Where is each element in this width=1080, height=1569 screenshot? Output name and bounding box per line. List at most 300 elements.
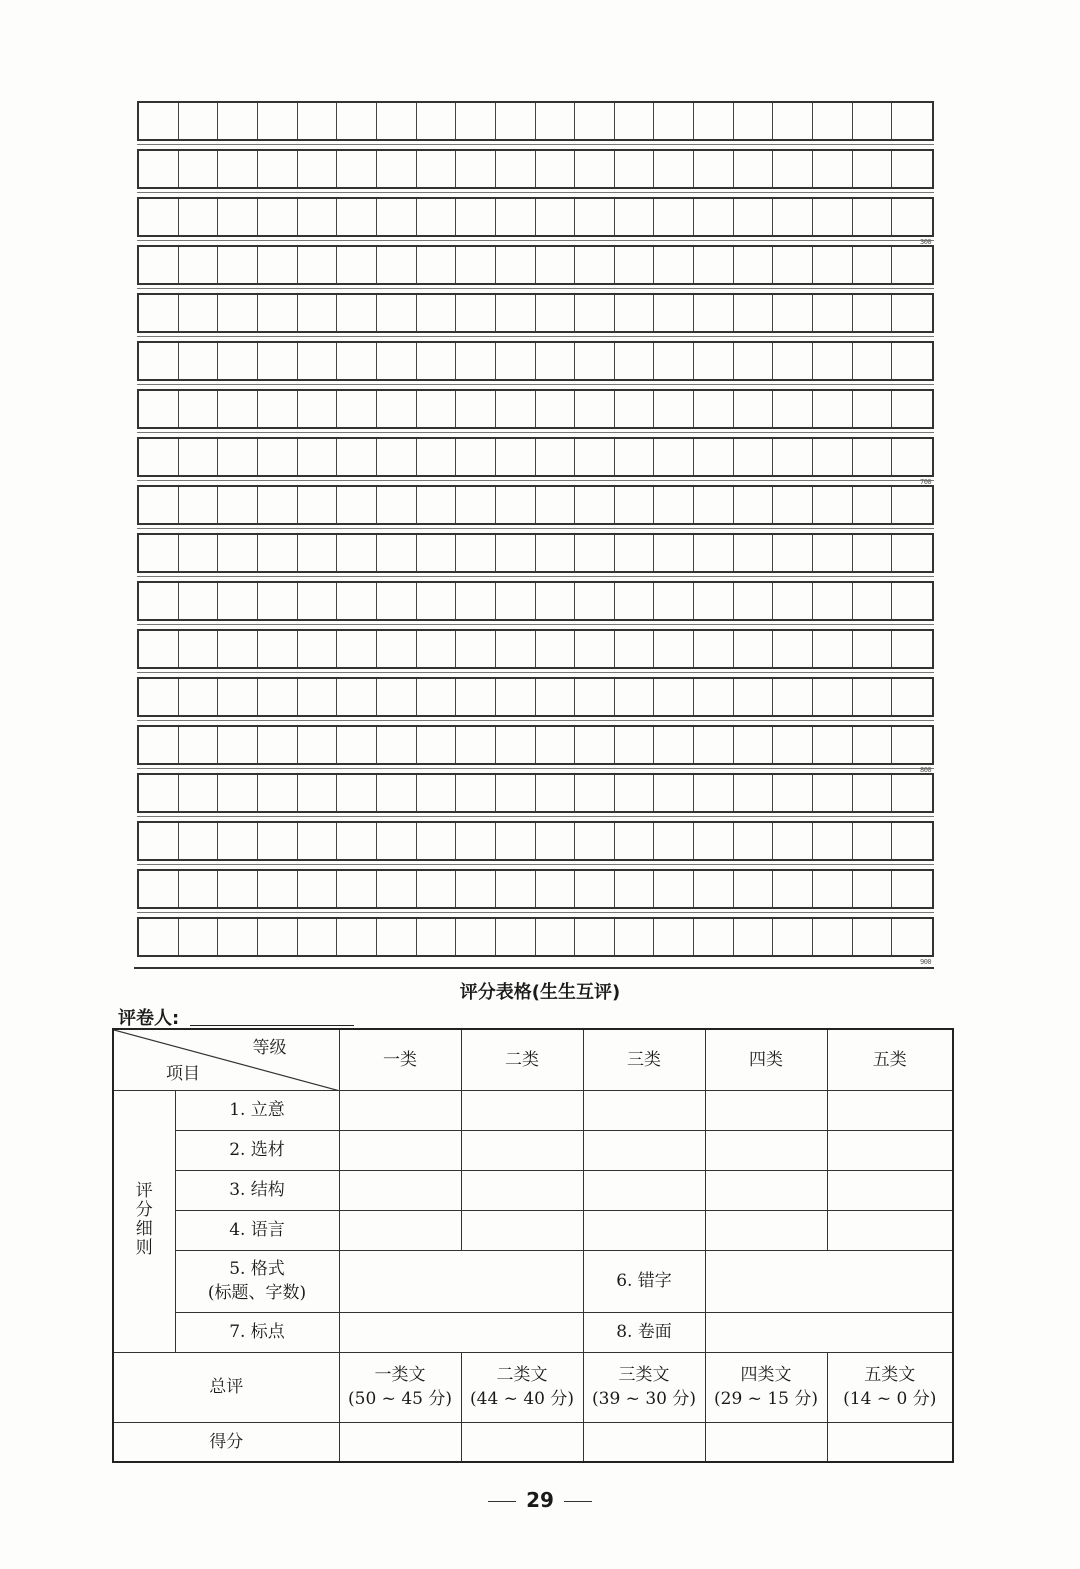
grid-cell[interactable] xyxy=(813,919,853,955)
grid-cell[interactable] xyxy=(337,823,377,859)
grid-cell[interactable] xyxy=(773,583,813,619)
grid-cell[interactable] xyxy=(258,295,298,331)
grid-cell[interactable] xyxy=(496,535,536,571)
grid-cell[interactable] xyxy=(853,535,893,571)
grid-cell[interactable] xyxy=(654,823,694,859)
score-cell[interactable] xyxy=(461,1170,583,1210)
grid-cell[interactable] xyxy=(853,631,893,667)
grid-cell[interactable] xyxy=(417,439,457,475)
grid-cell[interactable] xyxy=(892,871,932,907)
grid-cell[interactable] xyxy=(218,487,258,523)
grid-cell[interactable] xyxy=(892,343,932,379)
grid-cell[interactable] xyxy=(417,535,457,571)
grid-cell[interactable] xyxy=(694,583,734,619)
grid-cell[interactable] xyxy=(218,343,258,379)
grid-cell[interactable] xyxy=(536,727,576,763)
grid-cell[interactable] xyxy=(377,919,417,955)
grid-cell[interactable] xyxy=(417,199,457,235)
grid-cell[interactable] xyxy=(417,151,457,187)
grid-cell[interactable] xyxy=(258,439,298,475)
grid-cell[interactable] xyxy=(337,295,377,331)
grid-cell[interactable] xyxy=(813,295,853,331)
grid-cell[interactable] xyxy=(734,871,774,907)
grid-cell[interactable] xyxy=(813,535,853,571)
grid-cell[interactable] xyxy=(575,631,615,667)
grid-cell[interactable] xyxy=(258,535,298,571)
grid-cell[interactable] xyxy=(337,871,377,907)
grid-cell[interactable] xyxy=(456,439,496,475)
grid-cell[interactable] xyxy=(139,535,179,571)
score-cell[interactable] xyxy=(461,1130,583,1170)
grid-cell[interactable] xyxy=(892,295,932,331)
grid-cell[interactable] xyxy=(734,487,774,523)
grid-cell[interactable] xyxy=(813,727,853,763)
grid-cell[interactable] xyxy=(377,247,417,283)
grid-cell[interactable] xyxy=(179,295,219,331)
grid-cell[interactable] xyxy=(892,391,932,427)
grid-cell[interactable] xyxy=(575,103,615,139)
grid-cell[interactable] xyxy=(575,775,615,811)
grid-cell[interactable] xyxy=(337,343,377,379)
grid-cell[interactable] xyxy=(892,247,932,283)
grid-cell[interactable] xyxy=(218,919,258,955)
grid-cell[interactable] xyxy=(773,727,813,763)
grid-cell[interactable] xyxy=(298,343,338,379)
grid-cell[interactable] xyxy=(218,871,258,907)
grid-cell[interactable] xyxy=(734,535,774,571)
grid-cell[interactable] xyxy=(496,295,536,331)
grid-cell[interactable] xyxy=(536,343,576,379)
grid-cell[interactable] xyxy=(377,727,417,763)
grid-cell[interactable] xyxy=(298,535,338,571)
grid-cell[interactable] xyxy=(337,439,377,475)
grid-cell[interactable] xyxy=(892,487,932,523)
grid-cell[interactable] xyxy=(853,247,893,283)
grid-cell[interactable] xyxy=(575,727,615,763)
grid-cell[interactable] xyxy=(813,247,853,283)
grid-cell[interactable] xyxy=(377,487,417,523)
score-cell[interactable] xyxy=(339,1090,461,1130)
grid-cell[interactable] xyxy=(853,343,893,379)
grid-cell[interactable] xyxy=(853,679,893,715)
grid-cell[interactable] xyxy=(892,535,932,571)
grid-cell[interactable] xyxy=(773,871,813,907)
grid-cell[interactable] xyxy=(139,775,179,811)
score-cell[interactable] xyxy=(339,1250,583,1312)
grid-cell[interactable] xyxy=(615,631,655,667)
grid-cell[interactable] xyxy=(417,775,457,811)
grid-cell[interactable] xyxy=(496,871,536,907)
grid-cell[interactable] xyxy=(417,103,457,139)
grid-cell[interactable] xyxy=(456,919,496,955)
grid-cell[interactable] xyxy=(615,919,655,955)
grid-cell[interactable] xyxy=(417,679,457,715)
grid-cell[interactable] xyxy=(575,247,615,283)
grid-cell[interactable] xyxy=(694,343,734,379)
grid-cell[interactable] xyxy=(734,583,774,619)
grid-cell[interactable] xyxy=(377,103,417,139)
grid-cell[interactable] xyxy=(496,775,536,811)
grid-cell[interactable] xyxy=(734,823,774,859)
grid-cell[interactable] xyxy=(456,343,496,379)
grid-cell[interactable] xyxy=(258,583,298,619)
grader-name-line[interactable] xyxy=(190,1025,354,1026)
grid-cell[interactable] xyxy=(694,631,734,667)
grid-cell[interactable] xyxy=(654,199,694,235)
score-cell[interactable] xyxy=(339,1422,461,1462)
grid-cell[interactable] xyxy=(813,199,853,235)
grid-cell[interactable] xyxy=(179,487,219,523)
grid-cell[interactable] xyxy=(179,775,219,811)
grid-cell[interactable] xyxy=(536,631,576,667)
grid-cell[interactable] xyxy=(417,295,457,331)
grid-cell[interactable] xyxy=(218,295,258,331)
grid-cell[interactable] xyxy=(892,439,932,475)
grid-cell[interactable] xyxy=(536,535,576,571)
score-cell[interactable] xyxy=(461,1210,583,1250)
grid-cell[interactable] xyxy=(853,583,893,619)
grid-cell[interactable] xyxy=(298,103,338,139)
grid-cell[interactable] xyxy=(377,535,417,571)
grid-cell[interactable] xyxy=(892,103,932,139)
grid-cell[interactable] xyxy=(456,247,496,283)
grid-cell[interactable] xyxy=(179,871,219,907)
grid-cell[interactable] xyxy=(298,775,338,811)
grid-cell[interactable] xyxy=(456,199,496,235)
grid-cell[interactable] xyxy=(694,679,734,715)
grid-cell[interactable] xyxy=(813,871,853,907)
grid-cell[interactable] xyxy=(536,103,576,139)
grid-cell[interactable] xyxy=(377,679,417,715)
grid-cell[interactable] xyxy=(813,439,853,475)
grid-cell[interactable] xyxy=(139,919,179,955)
grid-cell[interactable] xyxy=(258,343,298,379)
grid-cell[interactable] xyxy=(258,487,298,523)
grid-cell[interactable] xyxy=(179,535,219,571)
grid-cell[interactable] xyxy=(496,151,536,187)
score-cell[interactable] xyxy=(705,1090,827,1130)
grid-cell[interactable] xyxy=(615,151,655,187)
grid-cell[interactable] xyxy=(654,871,694,907)
grid-cell[interactable] xyxy=(892,919,932,955)
grid-cell[interactable] xyxy=(813,103,853,139)
score-cell[interactable] xyxy=(705,1130,827,1170)
score-cell[interactable] xyxy=(705,1210,827,1250)
grid-cell[interactable] xyxy=(337,583,377,619)
grid-cell[interactable] xyxy=(179,823,219,859)
grid-cell[interactable] xyxy=(734,727,774,763)
grid-cell[interactable] xyxy=(139,631,179,667)
grid-cell[interactable] xyxy=(575,487,615,523)
grid-cell[interactable] xyxy=(298,871,338,907)
grid-cell[interactable] xyxy=(179,247,219,283)
grid-cell[interactable] xyxy=(536,151,576,187)
grid-cell[interactable] xyxy=(694,487,734,523)
grid-cell[interactable] xyxy=(575,583,615,619)
grid-cell[interactable] xyxy=(139,823,179,859)
grid-cell[interactable] xyxy=(853,103,893,139)
grid-cell[interactable] xyxy=(218,103,258,139)
grid-cell[interactable] xyxy=(615,679,655,715)
grid-cell[interactable] xyxy=(377,151,417,187)
score-cell[interactable] xyxy=(705,1250,953,1312)
grid-cell[interactable] xyxy=(298,631,338,667)
grid-cell[interactable] xyxy=(734,295,774,331)
grid-cell[interactable] xyxy=(892,199,932,235)
grid-cell[interactable] xyxy=(853,871,893,907)
grid-cell[interactable] xyxy=(496,679,536,715)
grid-cell[interactable] xyxy=(456,391,496,427)
grid-cell[interactable] xyxy=(456,583,496,619)
score-cell[interactable] xyxy=(827,1090,953,1130)
grid-cell[interactable] xyxy=(377,823,417,859)
score-cell[interactable] xyxy=(583,1210,705,1250)
grid-cell[interactable] xyxy=(773,487,813,523)
grid-cell[interactable] xyxy=(654,343,694,379)
grid-cell[interactable] xyxy=(575,151,615,187)
grid-cell[interactable] xyxy=(139,343,179,379)
grid-cell[interactable] xyxy=(853,775,893,811)
grid-cell[interactable] xyxy=(575,919,615,955)
grid-cell[interactable] xyxy=(615,823,655,859)
grid-cell[interactable] xyxy=(734,775,774,811)
grid-cell[interactable] xyxy=(139,199,179,235)
grid-cell[interactable] xyxy=(853,727,893,763)
grid-cell[interactable] xyxy=(337,103,377,139)
grid-cell[interactable] xyxy=(298,247,338,283)
grid-cell[interactable] xyxy=(337,391,377,427)
grid-cell[interactable] xyxy=(773,823,813,859)
grid-cell[interactable] xyxy=(892,679,932,715)
grid-cell[interactable] xyxy=(654,295,694,331)
grid-cell[interactable] xyxy=(853,439,893,475)
grid-cell[interactable] xyxy=(773,343,813,379)
grid-cell[interactable] xyxy=(258,391,298,427)
grid-cell[interactable] xyxy=(773,199,813,235)
grid-cell[interactable] xyxy=(456,871,496,907)
grid-cell[interactable] xyxy=(575,439,615,475)
grid-cell[interactable] xyxy=(536,439,576,475)
grid-cell[interactable] xyxy=(179,151,219,187)
grid-cell[interactable] xyxy=(139,583,179,619)
grid-cell[interactable] xyxy=(853,295,893,331)
grid-cell[interactable] xyxy=(417,343,457,379)
grid-cell[interactable] xyxy=(456,151,496,187)
grid-cell[interactable] xyxy=(654,919,694,955)
grid-cell[interactable] xyxy=(298,295,338,331)
grid-cell[interactable] xyxy=(734,103,774,139)
grid-cell[interactable] xyxy=(258,823,298,859)
grid-cell[interactable] xyxy=(694,535,734,571)
grid-cell[interactable] xyxy=(694,919,734,955)
grid-cell[interactable] xyxy=(337,247,377,283)
grid-cell[interactable] xyxy=(496,391,536,427)
grid-cell[interactable] xyxy=(813,775,853,811)
grid-cell[interactable] xyxy=(615,583,655,619)
grid-cell[interactable] xyxy=(258,775,298,811)
grid-cell[interactable] xyxy=(139,439,179,475)
grid-cell[interactable] xyxy=(654,535,694,571)
grid-cell[interactable] xyxy=(258,199,298,235)
grid-cell[interactable] xyxy=(179,919,219,955)
grid-cell[interactable] xyxy=(654,487,694,523)
grid-cell[interactable] xyxy=(377,391,417,427)
grid-cell[interactable] xyxy=(258,631,298,667)
grid-cell[interactable] xyxy=(536,871,576,907)
grid-cell[interactable] xyxy=(377,871,417,907)
grid-cell[interactable] xyxy=(337,151,377,187)
grid-cell[interactable] xyxy=(773,103,813,139)
grid-cell[interactable] xyxy=(377,199,417,235)
grid-cell[interactable] xyxy=(218,727,258,763)
grid-cell[interactable] xyxy=(496,343,536,379)
grid-cell[interactable] xyxy=(615,247,655,283)
grid-cell[interactable] xyxy=(734,679,774,715)
grid-cell[interactable] xyxy=(892,775,932,811)
grid-cell[interactable] xyxy=(337,535,377,571)
score-cell[interactable] xyxy=(339,1170,461,1210)
grid-cell[interactable] xyxy=(813,823,853,859)
grid-cell[interactable] xyxy=(853,487,893,523)
grid-cell[interactable] xyxy=(694,199,734,235)
grid-cell[interactable] xyxy=(456,295,496,331)
score-cell[interactable] xyxy=(705,1312,953,1352)
grid-cell[interactable] xyxy=(575,343,615,379)
grid-cell[interactable] xyxy=(694,727,734,763)
grid-cell[interactable] xyxy=(536,199,576,235)
grid-cell[interactable] xyxy=(813,631,853,667)
grid-cell[interactable] xyxy=(853,823,893,859)
grid-cell[interactable] xyxy=(179,103,219,139)
grid-cell[interactable] xyxy=(536,247,576,283)
grid-cell[interactable] xyxy=(773,295,813,331)
grid-cell[interactable] xyxy=(417,583,457,619)
grid-cell[interactable] xyxy=(496,823,536,859)
grid-cell[interactable] xyxy=(179,727,219,763)
grid-cell[interactable] xyxy=(853,919,893,955)
grid-cell[interactable] xyxy=(298,823,338,859)
grid-cell[interactable] xyxy=(139,871,179,907)
grid-cell[interactable] xyxy=(218,247,258,283)
grid-cell[interactable] xyxy=(853,151,893,187)
grid-cell[interactable] xyxy=(298,487,338,523)
grid-cell[interactable] xyxy=(179,199,219,235)
grid-cell[interactable] xyxy=(218,823,258,859)
grid-cell[interactable] xyxy=(654,151,694,187)
score-cell[interactable] xyxy=(705,1422,827,1462)
grid-cell[interactable] xyxy=(654,679,694,715)
grid-cell[interactable] xyxy=(179,439,219,475)
score-cell[interactable] xyxy=(339,1210,461,1250)
score-cell[interactable] xyxy=(827,1170,953,1210)
grid-cell[interactable] xyxy=(417,823,457,859)
grid-cell[interactable] xyxy=(218,199,258,235)
grid-cell[interactable] xyxy=(218,679,258,715)
grid-cell[interactable] xyxy=(298,583,338,619)
grid-cell[interactable] xyxy=(615,103,655,139)
grid-cell[interactable] xyxy=(654,775,694,811)
grid-cell[interactable] xyxy=(813,151,853,187)
grid-cell[interactable] xyxy=(773,439,813,475)
grid-cell[interactable] xyxy=(694,439,734,475)
grid-cell[interactable] xyxy=(853,199,893,235)
grid-cell[interactable] xyxy=(536,775,576,811)
score-cell[interactable] xyxy=(461,1090,583,1130)
grid-cell[interactable] xyxy=(377,631,417,667)
grid-cell[interactable] xyxy=(377,439,417,475)
grid-cell[interactable] xyxy=(337,487,377,523)
grid-cell[interactable] xyxy=(456,727,496,763)
grid-cell[interactable] xyxy=(773,679,813,715)
grid-cell[interactable] xyxy=(575,871,615,907)
grid-cell[interactable] xyxy=(734,343,774,379)
grid-cell[interactable] xyxy=(218,151,258,187)
grid-cell[interactable] xyxy=(337,919,377,955)
grid-cell[interactable] xyxy=(496,919,536,955)
grid-cell[interactable] xyxy=(496,247,536,283)
grid-cell[interactable] xyxy=(773,535,813,571)
grid-cell[interactable] xyxy=(694,151,734,187)
grid-cell[interactable] xyxy=(536,919,576,955)
grid-cell[interactable] xyxy=(417,631,457,667)
grid-cell[interactable] xyxy=(654,247,694,283)
grid-cell[interactable] xyxy=(456,679,496,715)
grid-cell[interactable] xyxy=(258,679,298,715)
grid-cell[interactable] xyxy=(139,103,179,139)
grid-cell[interactable] xyxy=(377,343,417,379)
grid-cell[interactable] xyxy=(575,295,615,331)
grid-cell[interactable] xyxy=(694,103,734,139)
grid-cell[interactable] xyxy=(417,247,457,283)
score-cell[interactable] xyxy=(583,1090,705,1130)
grid-cell[interactable] xyxy=(615,487,655,523)
grid-cell[interactable] xyxy=(139,151,179,187)
grid-cell[interactable] xyxy=(496,199,536,235)
grid-cell[interactable] xyxy=(456,823,496,859)
grid-cell[interactable] xyxy=(179,343,219,379)
grid-cell[interactable] xyxy=(298,679,338,715)
grid-cell[interactable] xyxy=(496,103,536,139)
grid-cell[interactable] xyxy=(258,151,298,187)
score-cell[interactable] xyxy=(827,1210,953,1250)
grid-cell[interactable] xyxy=(139,295,179,331)
score-cell[interactable] xyxy=(461,1422,583,1462)
grid-cell[interactable] xyxy=(654,727,694,763)
score-cell[interactable] xyxy=(827,1130,953,1170)
grid-cell[interactable] xyxy=(298,391,338,427)
grid-cell[interactable] xyxy=(536,679,576,715)
score-cell[interactable] xyxy=(339,1312,583,1352)
score-cell[interactable] xyxy=(583,1422,705,1462)
grid-cell[interactable] xyxy=(377,295,417,331)
grid-cell[interactable] xyxy=(298,151,338,187)
grid-cell[interactable] xyxy=(417,871,457,907)
grid-cell[interactable] xyxy=(734,631,774,667)
grid-cell[interactable] xyxy=(615,439,655,475)
grid-cell[interactable] xyxy=(654,103,694,139)
grid-cell[interactable] xyxy=(813,679,853,715)
grid-cell[interactable] xyxy=(179,631,219,667)
grid-cell[interactable] xyxy=(496,631,536,667)
grid-cell[interactable] xyxy=(139,679,179,715)
grid-cell[interactable] xyxy=(615,391,655,427)
score-cell[interactable] xyxy=(827,1422,953,1462)
grid-cell[interactable] xyxy=(536,583,576,619)
grid-cell[interactable] xyxy=(892,823,932,859)
grid-cell[interactable] xyxy=(536,487,576,523)
score-cell[interactable] xyxy=(583,1170,705,1210)
grid-cell[interactable] xyxy=(813,583,853,619)
